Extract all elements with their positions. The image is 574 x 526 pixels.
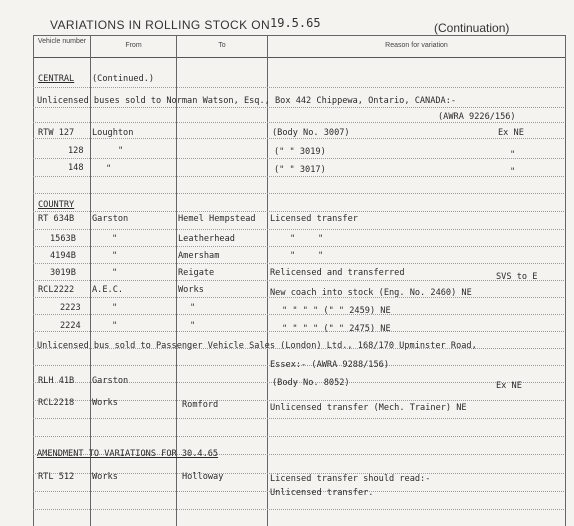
ruled-line: [33, 229, 564, 230]
reason-text: (" " 3019): [274, 147, 326, 157]
reason-extra: Ex NE: [498, 128, 524, 138]
to-location: ": [190, 321, 196, 331]
from-location: Loughton: [92, 128, 134, 138]
reason-text: ": [290, 251, 296, 261]
from-location: Garston: [92, 214, 129, 224]
vehicle-number: RT 634B: [38, 214, 75, 224]
reason-extra: ": [510, 150, 516, 160]
column-header-to: To: [218, 42, 226, 49]
to-location: Amersham: [178, 251, 220, 261]
reason-text: Unlicensed transfer.: [270, 488, 374, 498]
ruled-line: [33, 138, 564, 139]
reason-text: ": [318, 251, 324, 261]
ruled-line: [33, 280, 564, 281]
ruled-line: [33, 158, 564, 159]
ruled-line: [33, 193, 564, 194]
central-awra-ref: (AWRA 9226/156): [438, 112, 516, 122]
column-header-from: From: [125, 42, 142, 49]
from-location: ": [118, 146, 124, 156]
vehicle-number: RTL 512: [38, 472, 75, 482]
to-location: Romford: [182, 400, 219, 410]
header-bottom-border: [33, 57, 566, 58]
continuation-label: (Continuation): [434, 21, 510, 35]
from-location: Garston: [92, 376, 129, 386]
reason-text: (Body No. 8052): [272, 378, 350, 388]
vehicle-number: 148: [68, 163, 84, 173]
from-location: ": [112, 234, 118, 244]
column-header-vehicle: Vehicle number: [37, 38, 87, 45]
country-sale-note: Unlicensed bus sold to Passenger Vehicle Sales (London) Ltd., 168/170 Upminster Road,: [37, 341, 477, 351]
reason-text: Relicensed and transferred: [270, 268, 405, 278]
to-location: Leatherhead: [178, 234, 235, 244]
to-location: Works: [178, 285, 204, 295]
ruled-line: [33, 122, 564, 123]
reason-text: (Body No. 3007): [272, 128, 350, 138]
to-location: ": [190, 303, 196, 313]
to-location: Reigate: [178, 268, 215, 278]
vehicle-number: RTW 127: [38, 128, 75, 138]
reason-text: Unlicensed transfer (Mech. Trainer) NE: [270, 403, 467, 413]
ruled-line: [33, 87, 564, 88]
ruled-line: [33, 509, 564, 510]
ruled-line: [33, 436, 564, 437]
reason-extra: SVS to E: [496, 272, 538, 282]
reason-text: Licensed transfer should read:-: [270, 474, 431, 484]
section-heading-central: CENTRAL: [38, 74, 75, 84]
central-sale-note: Unlicensed buses sold to Norman Watson, Esq., Box 442 Chippewa, Ontario, CANADA:-: [37, 96, 457, 106]
vehicle-number: RLH 41B: [38, 376, 75, 386]
reason-text: " " " " (" " 2475) NE: [282, 324, 391, 334]
reason-text: (" " 3017): [274, 165, 326, 175]
reason-extra: ": [510, 167, 516, 177]
reason-text: New coach into stock (Eng. No. 2460) NE: [270, 288, 472, 298]
vehicle-number: RCL2218: [38, 398, 75, 408]
vehicle-number: RCL2222: [38, 285, 75, 295]
country-sale-note-line2: Essex:- (AWRA 9288/156): [270, 360, 389, 370]
vehicle-number: 3019B: [50, 268, 76, 278]
ruled-line: [33, 246, 564, 247]
vehicle-number: 2224: [60, 321, 81, 331]
column-header-reason: Reason for variation: [385, 42, 448, 49]
vehicle-number: 4194B: [50, 251, 76, 261]
section-heading-country: COUNTRY: [38, 200, 75, 210]
from-location: ": [112, 303, 118, 313]
section-heading-amendment: AMENDMENT TO VARIATIONS FOR 30.4.65: [37, 449, 219, 459]
from-location: ": [106, 164, 112, 174]
table-right-border: [565, 35, 566, 526]
reason-text: Licensed transfer: [270, 214, 358, 224]
page-title: VARIATIONS IN ROLLING STOCK ON: [50, 18, 271, 32]
ruled-line: [33, 107, 564, 108]
to-location: Hemel Hempstead: [178, 214, 256, 224]
vehicle-number: 1563B: [50, 234, 76, 244]
reason-text: ": [290, 234, 296, 244]
vehicle-number: 2223: [60, 303, 81, 313]
ruled-line: [33, 211, 564, 212]
from-location: Works: [92, 472, 118, 482]
report-date: 19.5.65: [270, 16, 321, 30]
from-location: ": [112, 268, 118, 278]
ruled-line: [33, 263, 564, 264]
reason-text: " " " " (" " 2459) NE: [282, 306, 391, 316]
from-location: ": [112, 321, 118, 331]
vehicle-number: 128: [68, 146, 84, 156]
reason-extra: Ex NE: [496, 381, 522, 391]
reason-text: ": [318, 234, 324, 244]
ruled-line: [33, 418, 564, 419]
ruled-line: [33, 176, 564, 177]
from-location: Works: [92, 398, 118, 408]
from-location: ": [112, 251, 118, 261]
from-location: A.E.C.: [92, 285, 124, 295]
table-top-border: [33, 35, 566, 36]
to-location: Holloway: [182, 472, 224, 482]
section-continued-note: (Continued.): [92, 74, 155, 84]
